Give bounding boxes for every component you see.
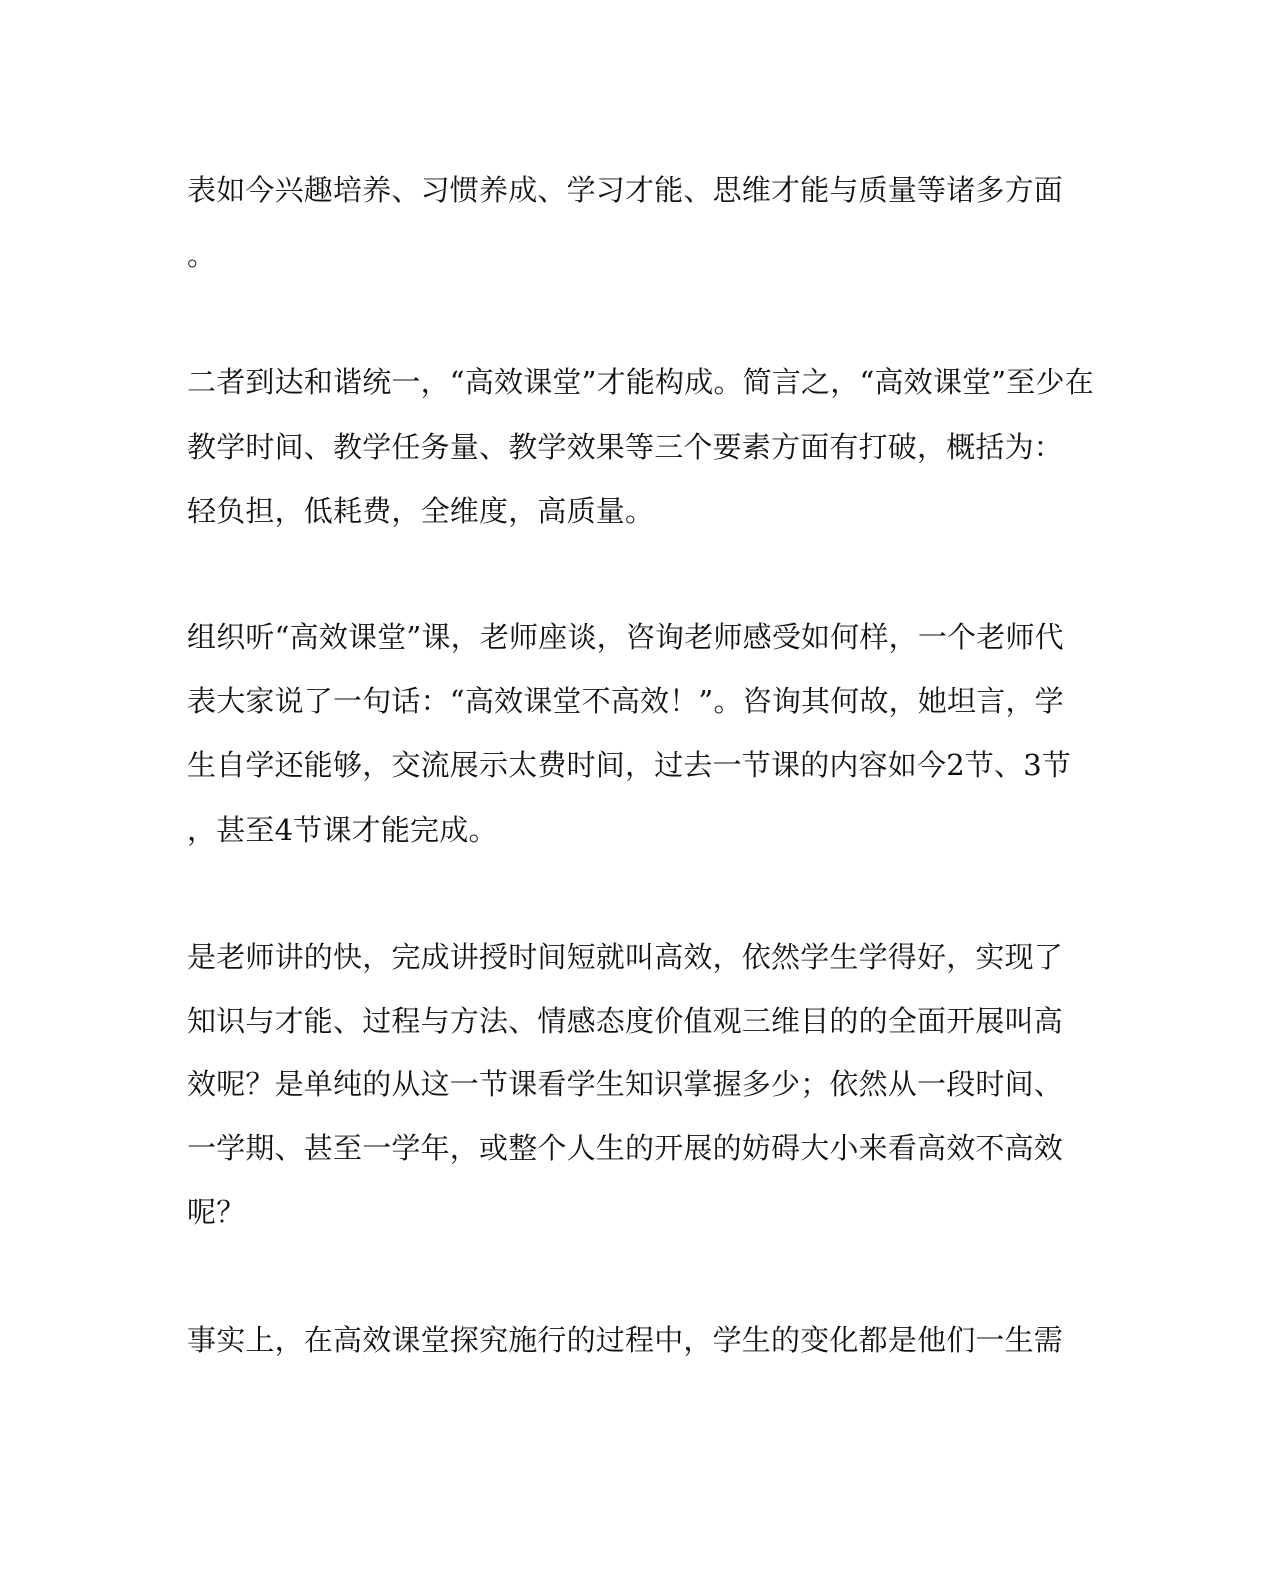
text-line: 事实上，在高效课堂探究施行的过程中，学生的变化都是他们一生需 xyxy=(187,1323,1064,1357)
text-line: 是老师讲的快，完成讲授时间短就叫高效，依然学生学得好，实现了 xyxy=(187,940,1064,974)
text-line: 一学期、甚至一学年，或整个人生的开展的妨碍大小来看高效不高效 xyxy=(187,1131,1064,1165)
text-line: 呢？ xyxy=(187,1195,246,1229)
text-line: 轻负担，低耗费，全维度，高质量。 xyxy=(187,494,655,528)
text-line: 教学时间、教学任务量、教学效果等三个要素方面有打破，概括为： xyxy=(187,430,1064,464)
text-line: 表大家说了一句话：“高效课堂不高效！”。咨询其何故，她坦言，学 xyxy=(187,684,1064,718)
text-line: 生自学还能够，交流展示太费时间，过去一节课的内容如今2节、3节 xyxy=(187,748,1072,782)
text-line: 。 xyxy=(187,238,217,272)
text-line: 组织听“高效课堂”课，老师座谈，咨询老师感受如何样，一个老师代 xyxy=(187,620,1064,654)
text-line: 二者到达和谐统一，“高效课堂”才能构成。简言之，“高效课堂”至少在 xyxy=(187,365,1094,399)
text-line: 效呢？是单纯的从这一节课看学生知识掌握多少；依然从一段时间、 xyxy=(187,1067,1064,1101)
text-line: 表如今兴趣培养、习惯养成、学习才能、思维才能与质量等诸多方面 xyxy=(187,173,1064,207)
text-line: 知识与才能、过程与方法、情感态度价值观三维目的的全面开展叫高 xyxy=(187,1004,1064,1038)
text-line: ，甚至4节课才能完成。 xyxy=(187,813,498,847)
